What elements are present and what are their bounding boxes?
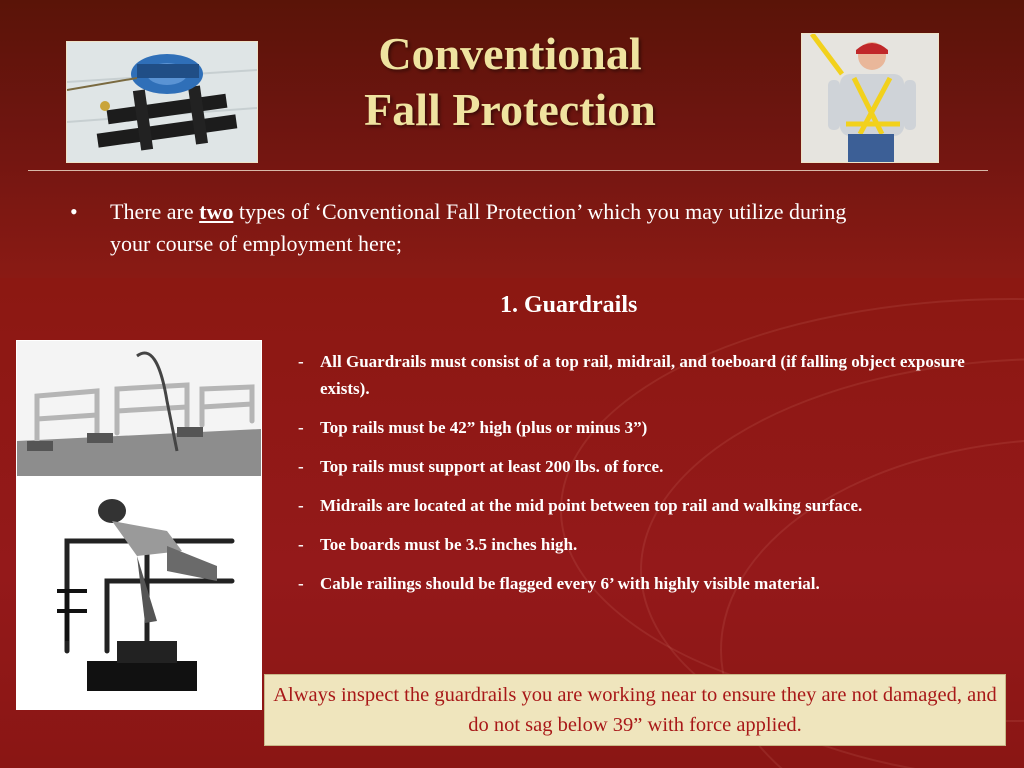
intro-text [110, 196, 870, 260]
harness-worker-image [802, 34, 938, 162]
bullet-marker: • [70, 199, 78, 224]
rule-dash: - [298, 457, 304, 476]
guardrail-rules-list [298, 348, 978, 609]
rule-item [298, 570, 978, 597]
rule-text: Top rails must support at least 200 lbs. of force. [320, 457, 664, 476]
rule-item [298, 453, 978, 480]
intro-emphasis: two [199, 199, 234, 224]
title-line-2: Fall Protection [364, 84, 656, 135]
title-divider [28, 170, 988, 171]
intro-text-before: There are [110, 199, 200, 224]
intro-text-after: types of ‘Conventional Fall Protection’ which you may utilize during your course of employment here; [110, 199, 847, 256]
rule-text: Midrails are located at the mid point between top rail and walking surface. [320, 496, 863, 515]
title-line-1: Conventional [378, 28, 642, 79]
rule-text: Toe boards must be 3.5 inches high. [320, 535, 578, 554]
guardrail-image [17, 341, 261, 709]
inspection-callout: Always inspect the guardrails you are working near to ensure they are not damaged, and do not sag below 39” with force applied. [264, 674, 1006, 746]
rule-item [298, 531, 978, 558]
rule-dash: - [298, 352, 304, 371]
rule-item [298, 414, 978, 441]
harness-worker-photo [801, 33, 939, 163]
page-title [270, 26, 750, 138]
rule-dash: - [298, 418, 304, 437]
rule-item [298, 348, 978, 402]
guardrail-photo [16, 340, 262, 710]
rule-item [298, 492, 978, 519]
roof-anchor-image [67, 42, 257, 162]
rule-text: Cable railings should be flagged every 6’ with highly visible material. [320, 574, 820, 593]
rule-dash: - [298, 496, 304, 515]
rule-dash: - [298, 535, 304, 554]
rule-text: All Guardrails must consist of a top rail, midrail, and toeboard (if falling object exposure exists). [320, 352, 965, 398]
roof-anchor-photo [66, 41, 258, 163]
section-heading: 1. Guardrails [500, 292, 638, 318]
rule-text: Top rails must be 42” high (plus or minus 3”) [320, 418, 648, 437]
rule-dash: - [298, 574, 304, 593]
intro-paragraph [70, 196, 870, 260]
